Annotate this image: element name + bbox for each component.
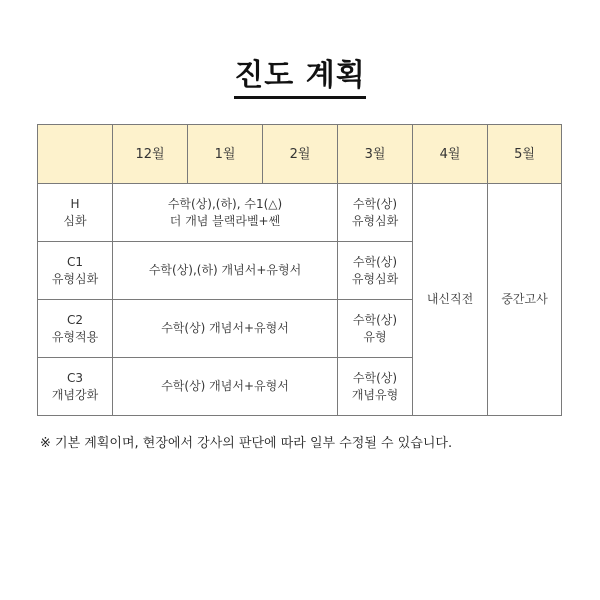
march-curriculum-cell <box>338 300 413 358</box>
curriculum-line: 수학(상),(하), 수1(△) <box>167 196 283 211</box>
march-curriculum-cell <box>338 358 413 416</box>
curriculum-line: 유형 <box>363 329 387 344</box>
header-month: 3월 <box>338 125 413 184</box>
march-curriculum-cell <box>338 184 413 242</box>
curriculum-line: 수학(상) 개념서+유형서 <box>161 321 289 335</box>
april-cell: 내신직전 <box>413 184 488 416</box>
level-code: C3 <box>66 370 83 385</box>
level-cell <box>38 358 113 416</box>
header-month: 4월 <box>413 125 488 184</box>
header-month: 12월 <box>113 125 188 184</box>
curriculum-line: 유형심화 <box>351 271 399 286</box>
curriculum-line: 개념유형 <box>351 387 399 402</box>
level-name: 개념강화 <box>51 387 99 402</box>
curriculum-line: 수학(상),(하) 개념서+유형서 <box>148 263 302 277</box>
winter-curriculum-cell <box>113 184 338 242</box>
header-month: 1월 <box>188 125 263 184</box>
header-month: 5월 <box>488 125 562 184</box>
table-row <box>38 184 562 242</box>
level-cell <box>38 184 113 242</box>
level-name: 유형적용 <box>51 329 99 344</box>
curriculum-line: 수학(상) <box>352 254 398 269</box>
winter-curriculum-cell <box>113 358 338 416</box>
winter-curriculum-cell <box>113 242 338 300</box>
header-month: 2월 <box>263 125 338 184</box>
curriculum-line: 수학(상) <box>352 196 398 211</box>
level-cell <box>38 300 113 358</box>
footnote: ※ 기본 계획이며, 현장에서 강사의 판단에 따라 일부 수정될 수 있습니다. <box>40 436 453 451</box>
curriculum-line: 수학(상) <box>352 312 398 327</box>
level-name: 유형심화 <box>51 271 99 286</box>
curriculum-line: 수학(상) 개념서+유형서 <box>161 379 289 393</box>
level-code: C1 <box>66 254 83 269</box>
winter-curriculum-cell <box>113 300 338 358</box>
schedule-table <box>37 124 562 416</box>
header-corner <box>38 125 113 184</box>
level-name: 심화 <box>63 213 87 228</box>
curriculum-line: 수학(상) <box>352 370 398 385</box>
march-curriculum-cell <box>338 242 413 300</box>
table-header-row <box>38 125 562 184</box>
level-cell <box>38 242 113 300</box>
level-code: H <box>70 196 80 211</box>
curriculum-line: 유형심화 <box>351 213 399 228</box>
may-cell: 중간고사 <box>488 184 562 416</box>
level-code: C2 <box>66 312 83 327</box>
curriculum-line: 더 개념 블랙라벨+쎈 <box>169 213 281 228</box>
page-title <box>0 58 600 99</box>
page-title-text: 진도 계획 <box>234 58 365 99</box>
